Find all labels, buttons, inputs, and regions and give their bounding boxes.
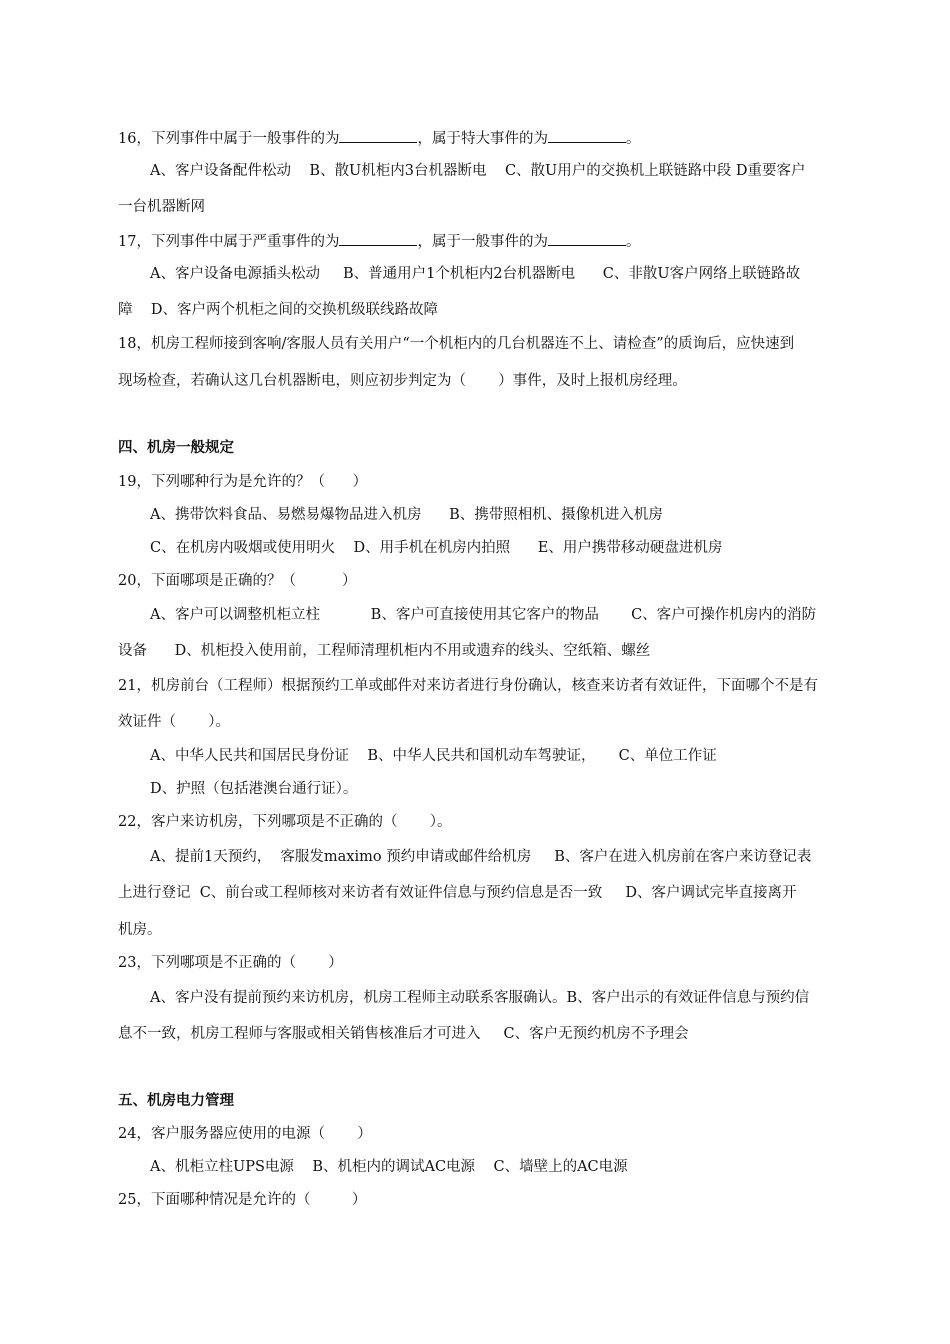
answer-blank <box>548 128 626 143</box>
question-16-options: A、客户设备配件松动 B、散U机柜内3台机器断电 C、散U用户的交换机上联链路中段 D重要客户 <box>150 163 806 179</box>
question-16-options-cont: 一台机器断网 <box>118 199 205 215</box>
answer-blank <box>339 128 417 143</box>
question-16-text-b: ，属于特大事件的为 <box>417 131 548 147</box>
question-23: 23，下列哪项是不正确的（ ） <box>118 955 343 971</box>
question-17-options: A、客户设备电源插头松动 B、普通用户1个机柜内2台机器断电 C、非散U客户网络上联链路故 <box>150 266 801 282</box>
question-17-text-c: 。 <box>625 234 641 250</box>
question-17-text-a: 17，下列事件中属于严重事件的为 <box>118 234 340 250</box>
question-16-text-a: 16，下列事件中属于一般事件的为 <box>118 131 340 147</box>
question-16 <box>118 128 640 149</box>
question-19-options-1: A、携带饮料食品、易燃易爆物品进入机房 B、携带照相机、摄像机进入机房 <box>150 507 663 523</box>
question-22-options-cont-1: 上进行登记 C、前台或工程师核对来访者有效证件信息与预约信息是否一致 D、客户调试完毕直接离开 <box>118 885 797 901</box>
question-21-options-1: A、中华人民共和国居民身份证 B、中华人民共和国机动车驾驶证， C、单位工作证 <box>150 748 717 764</box>
question-23-options-cont: 息不一致，机房工程师与客服或相关销售核准后才可进入 C、客户无预约机房不予理会 <box>118 1026 689 1042</box>
section-heading-4: 四、机房一般规定 <box>118 440 234 456</box>
question-20-options: A、客户可以调整机柜立柱 B、客户可直接使用其它客户的物品 C、客户可操作机房内的消防 <box>150 607 817 623</box>
question-24-options: A、机柜立柱UPS电源 B、机柜内的调试AC电源 C、墙壁上的AC电源 <box>150 1159 628 1175</box>
question-21-line-1: 21，机房前台（工程师）根据预约工单或邮件对来访者进行身份确认，核查来访者有效证件，下面哪个不是有 <box>118 678 818 694</box>
section-heading-5: 五、机房电力管理 <box>118 1093 234 1109</box>
question-24: 24，客户服务器应使用的电源（ ） <box>118 1126 372 1142</box>
question-18-line-1: 18，机房工程师接到客响/客服人员有关用户“一个机柜内的几台机器连不上、请检查”的质询后，应快速到 <box>118 336 795 352</box>
question-16-text-c: 。 <box>625 131 641 147</box>
question-18-line-2: 现场检查，若确认这几台机器断电，则应初步判定为（ ）事件，及时上报机房经理。 <box>118 373 687 389</box>
question-22-options: A、提前1天预约， 客服发maximo 预约申请或邮件给机房 B、客户在进入机房前在客户来访登记表 <box>150 849 812 865</box>
question-17-text-b: ，属于一般事件的为 <box>417 234 548 250</box>
question-17-options-cont: 障 D、客户两个机柜之间的交换机级联线路故障 <box>118 302 439 318</box>
question-21-options-2: D、护照（包括港澳台通行证）。 <box>150 781 358 797</box>
question-23-options: A、客户没有提前预约来访机房，机房工程师主动联系客服确认。B、客户出示的有效证件信息与预约信 <box>150 990 810 1006</box>
question-20: 20，下面哪项是正确的？（ ） <box>118 573 357 589</box>
answer-blank <box>548 231 626 246</box>
question-22: 22，客户来访机房，下列哪项是不正确的（ ）。 <box>118 814 452 830</box>
question-22-options-cont-2: 机房。 <box>118 922 162 938</box>
question-21-line-2: 效证件（ ）。 <box>118 714 231 730</box>
question-25: 25，下面哪种情况是允许的（ ） <box>118 1192 367 1208</box>
question-20-options-cont: 设备 D、机柜投入使用前，工程师清理机柜内不用或遗弃的线头、空纸箱、螺丝 <box>118 643 651 659</box>
question-19-options-2: C、在机房内吸烟或使用明火 D、用手机在机房内拍照 E、用户携带移动硬盘进机房 <box>150 540 723 556</box>
question-19: 19，下列哪种行为是允许的？（ ） <box>118 474 368 490</box>
question-17 <box>118 231 640 252</box>
answer-blank <box>339 231 417 246</box>
